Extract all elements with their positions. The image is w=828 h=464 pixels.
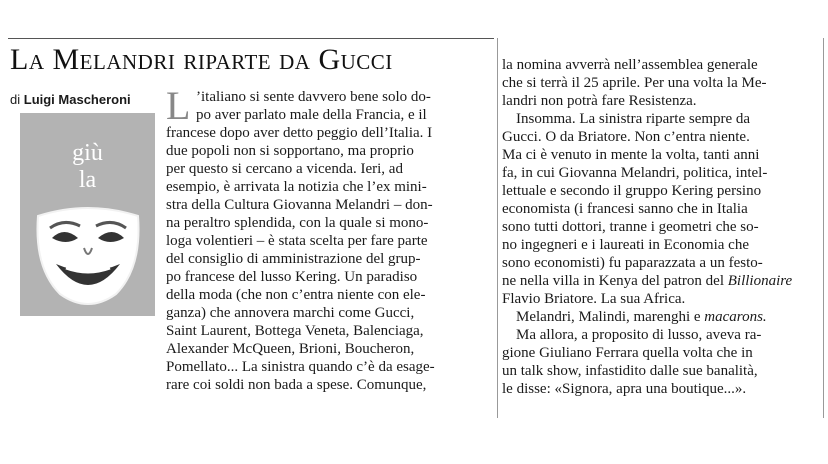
- text-line: Gucci. O da Briatore. Non c’entra niente.: [502, 129, 750, 145]
- text-line: un talk show, infastidito dalle sue banalità,: [502, 363, 758, 379]
- text-line: economista (i francesi sanno che in Italia: [502, 201, 748, 217]
- text-fragment: Melandri, Malindi, marenghi e: [516, 309, 701, 325]
- text-line: lettuale e secondo il gruppo Kering persino: [502, 183, 762, 199]
- comedy-mask-icon: [28, 198, 148, 308]
- text-line: della moda (che non c’entra niente con ele-: [166, 287, 426, 303]
- column-left: [166, 83, 491, 394]
- text-line: Alexander McQueen, Brioni, Boucheron,: [166, 341, 415, 357]
- rubric-word-2: la: [78, 167, 97, 193]
- text-line: che si terrà il 25 aprile. Per una volta la Me-: [502, 75, 767, 91]
- text-line: po francese del lusso Kering. Un paradiso: [166, 269, 418, 285]
- byline-prefix: di: [10, 92, 21, 107]
- text-line: gione Giuliano Ferrara quella volta che in: [502, 345, 753, 361]
- text-line: Flavio Briatore. La sua Africa.: [502, 291, 686, 307]
- rubric-box: [20, 113, 155, 316]
- text-line: loga volentieri – è stata scelta per fare parte: [166, 233, 428, 249]
- text-fragment: ne nella villa in Kenya del patron del: [502, 273, 725, 289]
- text-line: sono economisti) fu paparazzata a un festo-: [502, 255, 763, 271]
- text-line: Ma allora, a proposito di lusso, aveva ra-: [516, 327, 762, 343]
- text-line: ’italiano si sente davvero bene solo do-: [196, 89, 431, 105]
- text-line: na peraltro splendida, con la quale si mono-: [166, 215, 429, 231]
- column-divider: [497, 38, 498, 418]
- italic-billionaire: Billionaire: [727, 273, 793, 289]
- text-line: sono tutti dottori, tranne i geometri che so-: [502, 219, 759, 235]
- text-line: Insomma. La sinistra riparte sempre da: [516, 111, 751, 127]
- text-line: Pomellato... La sinistra quando c’è da esage-: [166, 359, 435, 375]
- text-line: esempio, è arrivata la notizia che l’ex mini-: [166, 179, 427, 195]
- italic-macarons: macarons.: [704, 309, 767, 325]
- text-line: po aver parlato male della Francia, e il: [196, 107, 427, 123]
- article-title: La Melandri riparte da Gucci: [10, 43, 393, 76]
- text-line: no ingegneri e i laureati in Economia che: [502, 237, 749, 253]
- text-line: [502, 272, 822, 290]
- text-line: stra della Cultura Giovanna Melandri – don-: [166, 197, 433, 213]
- text-line: [502, 308, 822, 326]
- column-right: [502, 56, 822, 398]
- text-line: del consiglio di amministrazione del grup-: [166, 251, 421, 267]
- drop-cap: L: [166, 83, 191, 128]
- text-line: landri non potrà fare Resistenza.: [502, 93, 697, 109]
- text-line: due popoli non si sopportano, ma proprio: [166, 143, 414, 159]
- text-line: francese dopo aver detto peggio dell’Italia. I: [166, 125, 433, 141]
- text-line: Ma ci è venuto in mente la volta, tanti anni: [502, 147, 760, 163]
- text-line: fa, in cui Giovanna Melandri, politica, intel-: [502, 165, 768, 181]
- byline-author: Luigi Mascheroni: [23, 92, 131, 107]
- rubric-word-1: giù: [72, 140, 103, 166]
- text-line: Saint Laurent, Bottega Veneta, Balenciaga,: [166, 323, 424, 339]
- text-line: per questo si cercano a vicenda. Ieri, ad: [166, 161, 403, 177]
- text-line: la nomina avverrà nell’assemblea generale: [502, 57, 758, 73]
- text-line: le disse: «Signora, apra una boutique...».: [502, 381, 747, 397]
- top-rule: [8, 38, 494, 39]
- byline: [10, 92, 160, 108]
- right-border: [823, 38, 824, 418]
- text-line: rare coi soldi non bada a spese. Comunque,: [166, 377, 427, 393]
- text-line: ganza) che annovera marchi come Gucci,: [166, 305, 415, 321]
